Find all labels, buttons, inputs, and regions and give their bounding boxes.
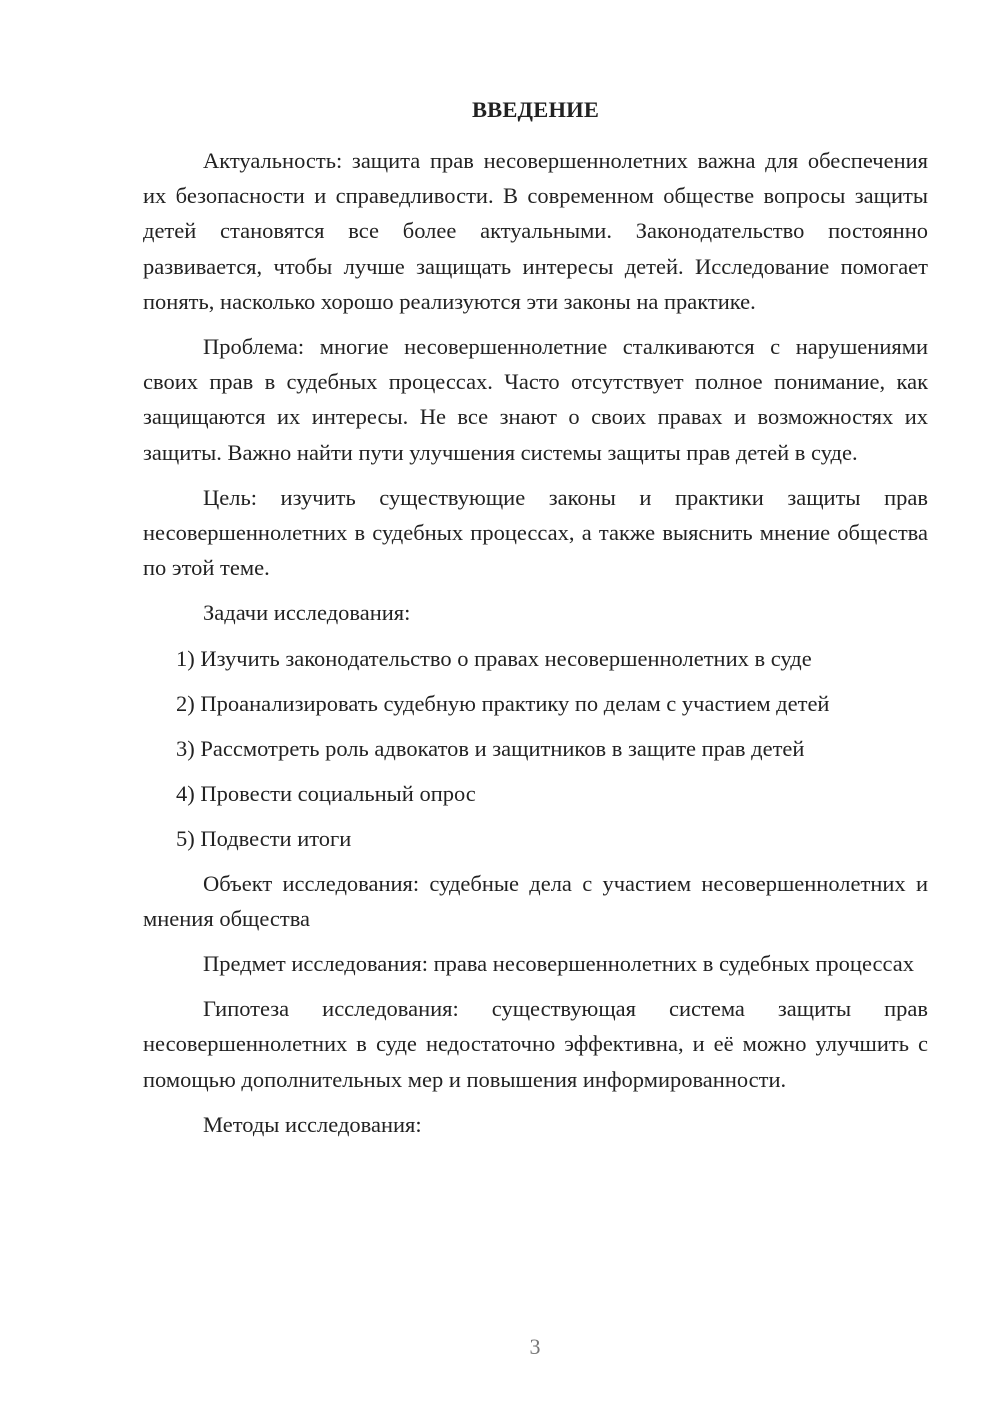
list-item: 5) Подвести итоги bbox=[176, 825, 352, 851]
list-item: 1) Изучить законодательство о правах несовершеннолетних в суде bbox=[176, 645, 812, 671]
paragraph-hypothesis: Гипотеза исследования: существующая система защиты прав несовершеннолетних в суде недостаточно эффективна, и её можно улучшить с помощью дополнительных мер и повышения информированности. bbox=[143, 996, 928, 1092]
paragraph-methods-heading: Методы исследования: bbox=[203, 1111, 422, 1137]
page-number: 3 bbox=[529, 1334, 541, 1359]
list-item: 2) Проанализировать судебную практику по делам с участием детей bbox=[176, 690, 830, 716]
paragraph-goal: Цель: изучить существующие законы и практики защиты прав несовершеннолетних в судебных процессах, а также выяснить мнение общества по этой теме. bbox=[143, 484, 928, 581]
paragraph-tasks-heading: Задачи исследования: bbox=[203, 600, 411, 626]
paragraph-subject: Предмет исследования: права несовершеннолетних в судебных процессах bbox=[203, 951, 914, 977]
list-item: 3) Рассмотреть роль адвокатов и защитников в защите прав детей bbox=[176, 735, 805, 761]
paragraph-problem: Проблема: многие несовершеннолетние сталкиваются с нарушениями своих прав в судебных процессах. Часто отсутствует полное понимание, как защищаются их интересы. Не все знают о своих правах и возможностях их защиты. Важно найти пути улучшения системы защиты прав детей в суде. bbox=[143, 334, 928, 465]
page-title: ВВЕДЕНИЕ bbox=[471, 97, 600, 122]
paragraph-relevance: Актуальность: защита прав несовершеннолетних важна для обеспечения их безопасности и справедливости. В современном обществе вопросы защиты детей становятся все более актуальными. Законодательство постоянно развивается, чтобы лучше защищать интересы детей. Исследование помогает понять, насколько хорошо реализуются эти законы на практике. bbox=[143, 148, 928, 314]
document-body bbox=[143, 94, 928, 1152]
task-list bbox=[143, 641, 928, 856]
list-item: 4) Провести социальный опрос bbox=[176, 780, 476, 806]
paragraph-object: Объект исследования: судебные дела с участием несовершеннолетних и мнения общества bbox=[143, 870, 928, 931]
